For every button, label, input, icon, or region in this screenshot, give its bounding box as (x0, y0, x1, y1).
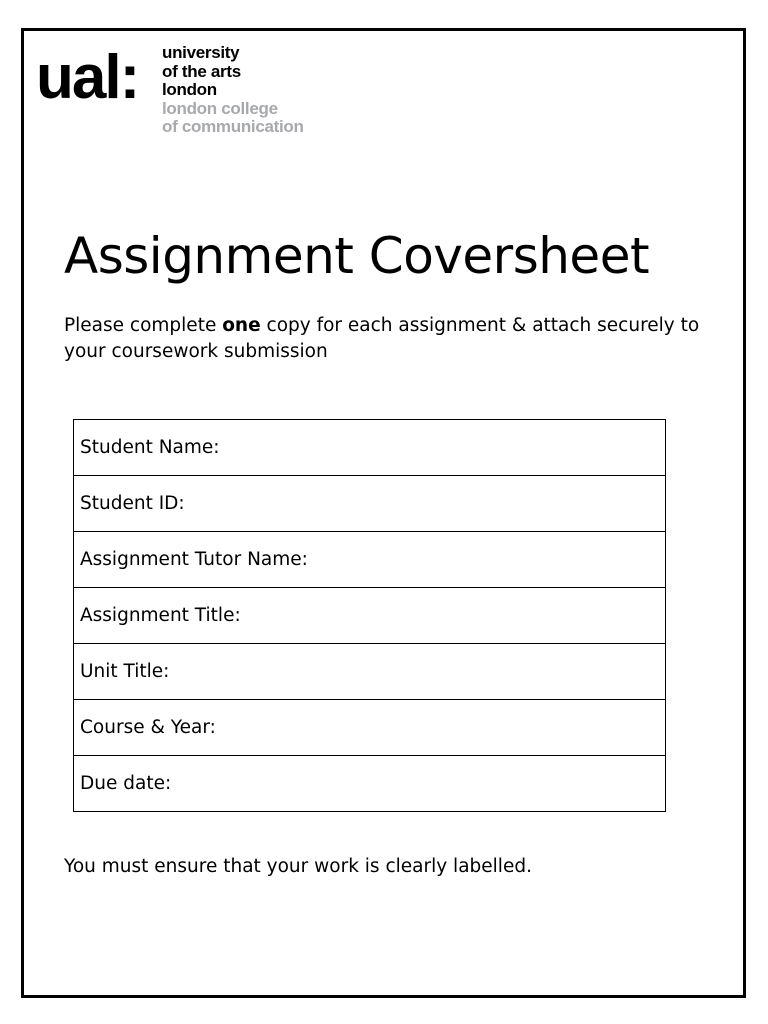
instructions-before: Please complete (64, 315, 223, 336)
logo-line-of-communication: of communication (162, 117, 304, 136)
due-date-field[interactable]: Due date: (74, 756, 666, 812)
table-row (74, 644, 666, 700)
unit-title-field[interactable]: Unit Title: (74, 644, 666, 700)
logo-wordmark (162, 44, 304, 137)
instructions-after: copy for each assignment & attach securely to your coursework submission (64, 315, 700, 362)
table-row (74, 532, 666, 588)
instructions-emphasis: one (222, 315, 261, 336)
table-row (74, 700, 666, 756)
logo-line-london-college: london college (162, 98, 278, 118)
instructions-text (64, 313, 724, 365)
table-row (74, 588, 666, 644)
logo-line-of-the-arts: of the arts (162, 61, 241, 81)
ual-logo (36, 43, 356, 143)
student-name-field[interactable]: Student Name: (74, 420, 666, 476)
page-title: Assignment Coversheet (64, 227, 650, 285)
table-row (74, 476, 666, 532)
tutor-name-field[interactable]: Assignment Tutor Name: (74, 532, 666, 588)
student-details-table (73, 419, 666, 812)
footer-note: You must ensure that your work is clearly labelled. (64, 856, 532, 877)
table-row (74, 756, 666, 812)
assignment-title-field[interactable]: Assignment Title: (74, 588, 666, 644)
student-id-field[interactable]: Student ID: (74, 476, 666, 532)
logo-line-university: university (162, 43, 240, 62)
logo-line-london: london (162, 80, 217, 99)
page-border (21, 28, 746, 998)
logo-mark: ual: (36, 43, 139, 112)
course-year-field[interactable]: Course & Year: (74, 700, 666, 756)
table-row (74, 420, 666, 476)
